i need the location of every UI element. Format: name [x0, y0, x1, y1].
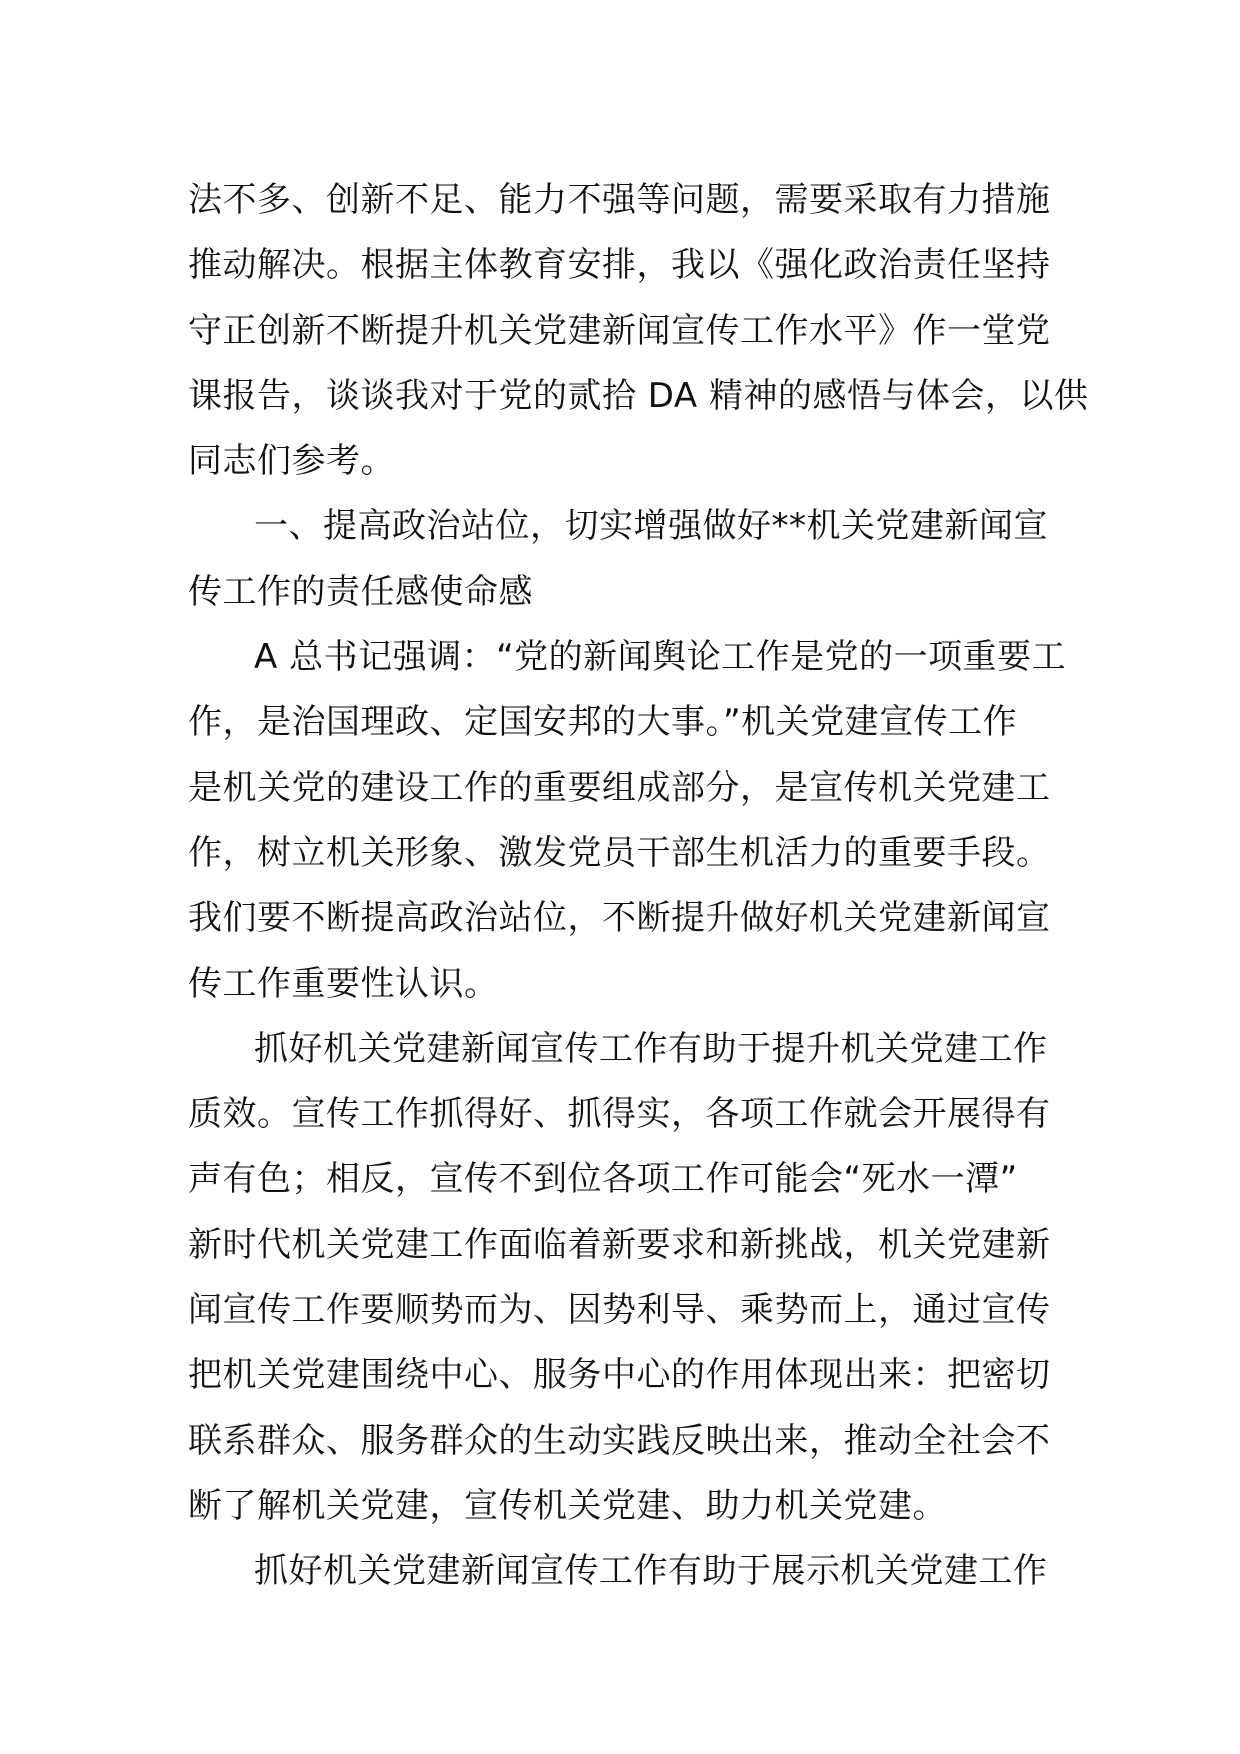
- text-line: 我们要不断提高政治站位，不断提升做好机关党建新闻宣: [188, 898, 1051, 939]
- text-line: 作，树立机关形象、激发党员干部生机活力的重要手段。: [188, 832, 1051, 873]
- text-line: 闻宣传工作要顺势而为、因势利导、乘势而上，通过宣传: [188, 1290, 1051, 1331]
- text-line: 守正创新不断提升机关党建新闻宣传工作水平》作一堂党: [188, 310, 1051, 351]
- text-line: 断了解机关党建，宣传机关党建、助力机关党建。: [188, 1485, 947, 1526]
- paragraph-first-line: 抓好机关党建新闻宣传工作有助于提升机关党建工作: [254, 1028, 1048, 1069]
- text-line: 新时代机关党建工作面临着新要求和新挑战，机关党建新: [188, 1224, 1051, 1265]
- text-line: 是机关党的建设工作的重要组成部分，是宣传机关党建工: [188, 767, 1051, 808]
- document-body: [188, 168, 1089, 1605]
- text-line: 作，是治国理政、定国安邦的大事。”机关党建宣传工作: [188, 702, 1018, 743]
- text-line: 联系群众、服务群众的生动实践反映出来，推动全社会不: [188, 1420, 1051, 1461]
- text-line: 传工作的责任感使命感: [188, 571, 533, 612]
- text-line: 推动解决。根据主体教育安排，我以《强化政治责任坚持: [188, 245, 1051, 286]
- paragraph-first-line: 一、提高政治站位，切实增强做好**机关党建新闻宣: [254, 506, 1048, 547]
- text-line: 质效。宣传工作抓得好、抓得实，各项工作就会开展得有: [188, 1094, 1051, 1135]
- paragraph-first-line: A 总书记强调：“党的新闻舆论工作是党的一项重要工: [254, 637, 1067, 678]
- text-line: 声有色；相反，宣传不到位各项工作可能会“死水一潭”: [188, 1159, 1018, 1200]
- text-line: 课报告，谈谈我对于党的贰拾 DA 精神的感悟与体会，以供: [188, 375, 1089, 416]
- paragraph-first-line: 抓好机关党建新闻宣传工作有助于展示机关党建工作: [254, 1551, 1048, 1592]
- text-line: 传工作重要性认识。: [188, 963, 499, 1004]
- text-line: 同志们参考。: [188, 441, 395, 482]
- text-line: 法不多、创新不足、能力不强等问题，需要采取有力措施: [188, 180, 1051, 220]
- text-line: 把机关党建围绕中心、服务中心的作用体现出来：把密切: [188, 1355, 1051, 1396]
